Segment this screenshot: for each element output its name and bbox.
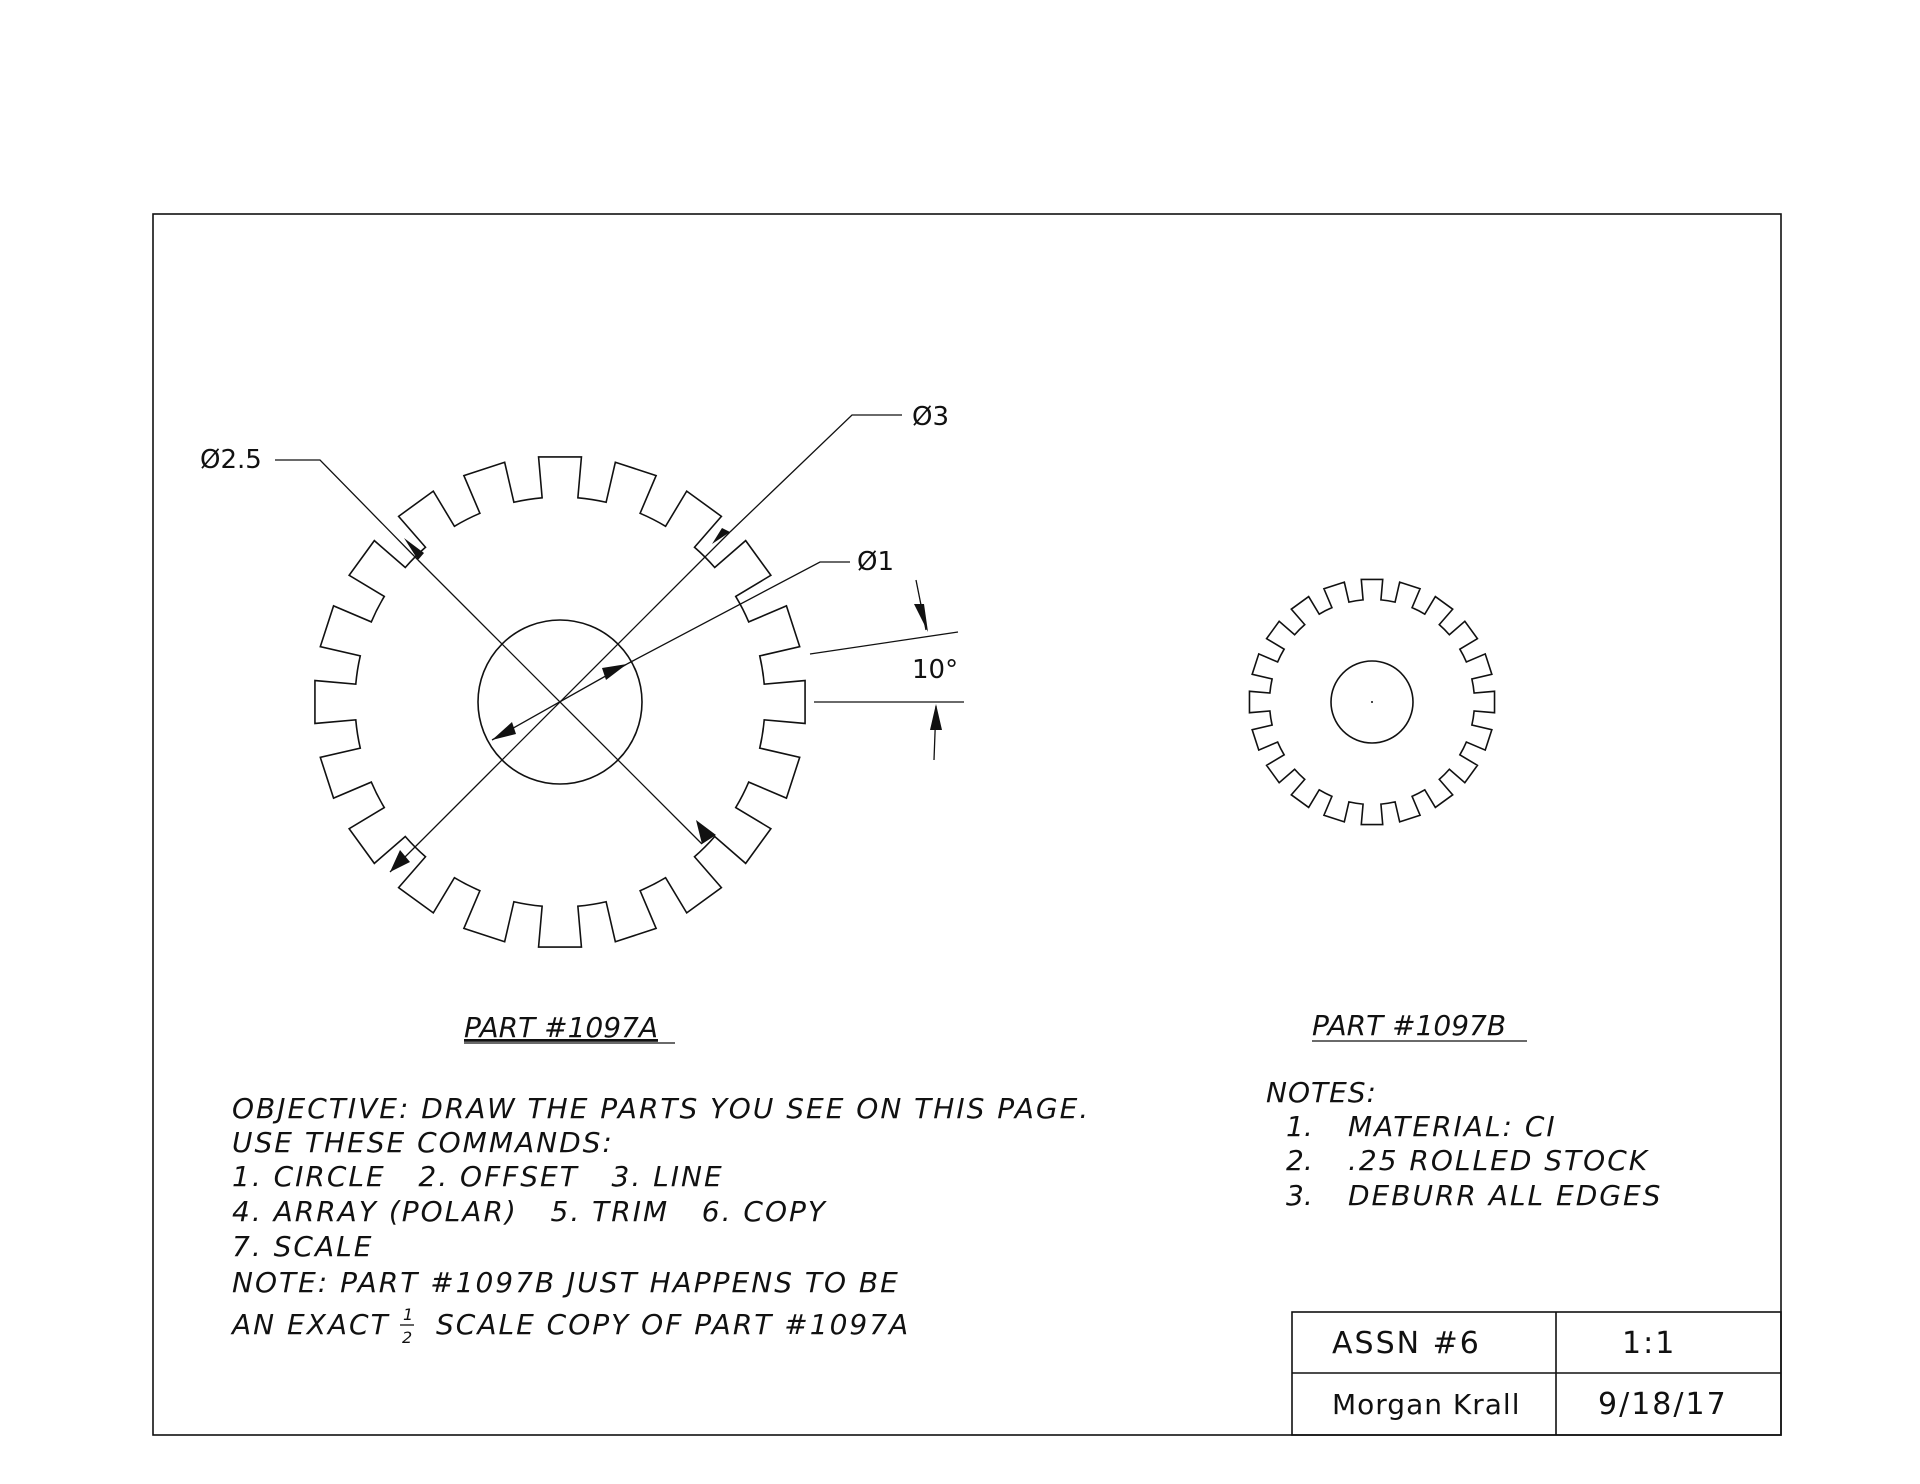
- note-number: 2.: [1286, 1144, 1313, 1177]
- note-number: 3.: [1286, 1179, 1313, 1212]
- note-text: MATERIAL: CI: [1348, 1110, 1557, 1143]
- gear-b-center: [1371, 701, 1373, 703]
- dim-outer-diameter: Ø3: [912, 402, 950, 432]
- part-a-label: PART #1097A: [464, 1011, 658, 1044]
- objective-line: USE THESE COMMANDS:: [232, 1126, 614, 1159]
- fraction-denominator: 2: [402, 1328, 413, 1347]
- fraction-numerator: 1: [403, 1305, 414, 1324]
- title-block-assignment: ASSN #6: [1332, 1326, 1481, 1361]
- dim-angle: 10°: [912, 655, 959, 685]
- notes-title: NOTES:: [1266, 1076, 1377, 1109]
- objective-line: 7. SCALE: [232, 1230, 374, 1263]
- objective-line: 4. ARRAY (POLAR) 5. TRIM 6. COPY: [232, 1195, 828, 1228]
- title-block: [1292, 1312, 1781, 1435]
- objective-block: [230, 1092, 1090, 1347]
- note-number: 1.: [1286, 1110, 1313, 1143]
- objective-line-prefix: AN EXACT: [232, 1308, 390, 1341]
- part-b-label: PART #1097B: [1312, 1009, 1507, 1042]
- part-a-dimensions: [200, 402, 964, 872]
- note-text: .25 ROLLED STOCK: [1348, 1144, 1650, 1177]
- title-block-name: Morgan Krall: [1332, 1388, 1521, 1421]
- note-text: DEBURR ALL EDGES: [1348, 1179, 1663, 1212]
- notes-block: [1266, 1076, 1662, 1212]
- dim-root-diameter: Ø2.5: [200, 445, 262, 475]
- objective-line: OBJECTIVE: DRAW THE PARTS YOU SEE ON THIS PAGE.: [232, 1092, 1091, 1125]
- objective-line-suffix: SCALE COPY OF PART #1097A: [436, 1308, 911, 1341]
- objective-line: NOTE: PART #1097B JUST HAPPENS TO BE: [232, 1266, 900, 1299]
- dim-bore-diameter: Ø1: [857, 547, 895, 577]
- title-block-date: 9/18/17: [1598, 1387, 1728, 1422]
- gear-part-b: [1249, 579, 1494, 824]
- title-block-scale: 1:1: [1622, 1326, 1677, 1361]
- sheet-border: [153, 214, 1781, 1435]
- objective-line: 1. CIRCLE 2. OFFSET 3. LINE: [232, 1160, 724, 1193]
